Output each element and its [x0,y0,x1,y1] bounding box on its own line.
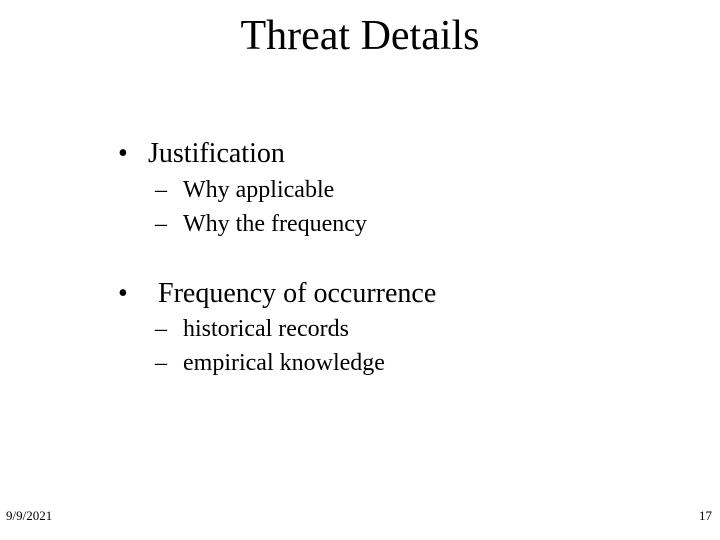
sub-item-text: empirical knowledge [183,350,385,376]
sub-item-text: Why the frequency [183,211,367,237]
slide-title: Threat Details [240,13,480,59]
bullet-text: Frequency of occurrence [158,278,437,309]
bullet-item-justification [118,137,285,171]
sub-item-text: Why applicable [183,177,335,203]
sub-marker: – [155,350,167,376]
bullet-marker: • [118,278,128,309]
sub-item-text: historical records [183,316,349,342]
bullet-text: Justification [148,138,285,169]
bullet-marker: • [118,138,128,169]
sub-item [155,348,385,378]
sub-marker: – [155,316,167,342]
sub-item [155,209,367,239]
sub-item [155,314,349,344]
page-number: 17 [699,508,712,523]
bullet-item-frequency [118,277,436,311]
sub-marker: – [155,211,167,237]
sub-item [155,175,334,205]
footer-date: 9/9/2021 [6,508,53,523]
sub-marker: – [155,177,167,203]
